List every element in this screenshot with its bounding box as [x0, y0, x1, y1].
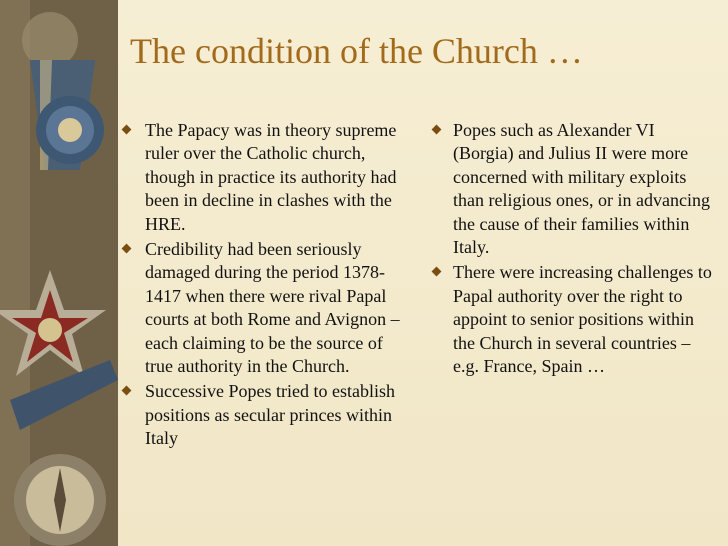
diamond-bullet-icon: [432, 267, 442, 277]
list-item: [118, 238, 400, 378]
diamond-bullet-icon: [432, 125, 442, 135]
diamond-bullet-icon: [122, 386, 132, 396]
slide-title: The condition of the Church …: [130, 31, 583, 71]
bullet-text: Credibility had been seriously damaged during the period 1378-1417 when there were rival Papal courts at both Rome and Avignon – each claiming to be the source of true authority in the Church.: [145, 239, 400, 377]
list-item: [428, 261, 718, 378]
list-item: [118, 380, 400, 450]
medal-illustration: [0, 0, 118, 546]
right-column: [428, 119, 718, 380]
list-item: [118, 119, 400, 236]
bullet-text: The Papacy was in theory supreme ruler over the Catholic church, though in practice its authority had been in decline in clashes with the HRE.: [145, 120, 397, 234]
list-item: [428, 119, 718, 259]
right-bullet-list: [428, 119, 718, 378]
bullet-text: Popes such as Alexander VI (Borgia) and Julius II were more concerned with military exploits than religious ones, or in advancing the cause of their families within Italy.: [453, 120, 710, 258]
left-column: [118, 119, 400, 453]
left-bullet-list: [118, 119, 400, 451]
bullet-text: There were increasing challenges to Papal authority over the right to appoint to senior positions within the Church in several countries – e.g. France, Spain …: [453, 262, 712, 377]
bullet-text: Successive Popes tried to establish positions as secular princes within Italy: [145, 381, 395, 449]
medal-decoration-image: [0, 0, 118, 546]
diamond-bullet-icon: [122, 125, 132, 135]
diamond-bullet-icon: [122, 244, 132, 254]
